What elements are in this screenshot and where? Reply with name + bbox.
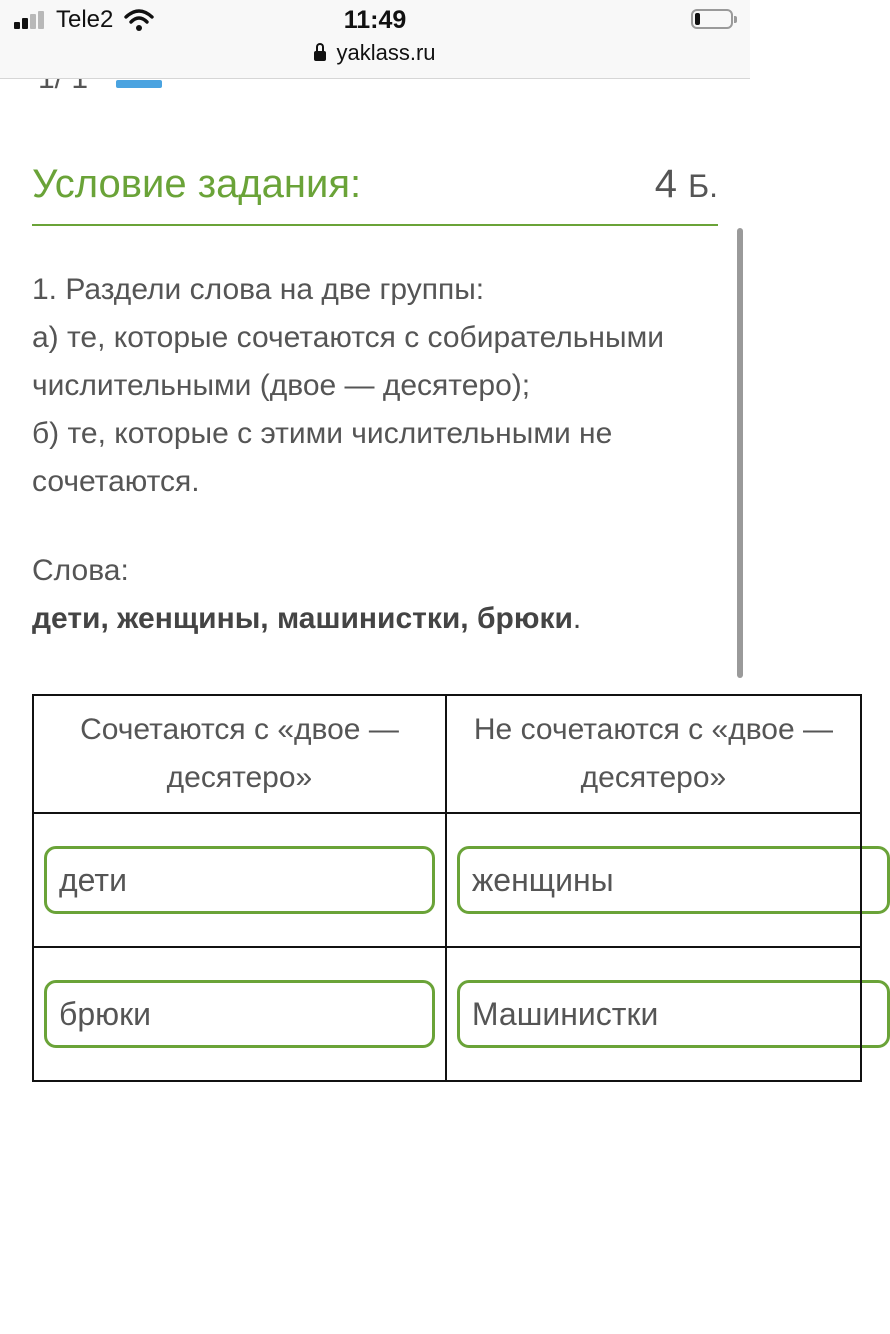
clock: 11:49 xyxy=(343,6,407,34)
progress-indicator xyxy=(116,80,162,88)
words-bold: дети, женщины, машинистки, брюки xyxy=(32,602,573,635)
words-period: . xyxy=(572,602,582,635)
status-bar xyxy=(0,0,750,79)
column-header-combines: Сочетаются с «двое — десятеро» xyxy=(33,695,446,813)
battery-icon xyxy=(691,9,733,29)
table-cell xyxy=(446,947,861,1081)
answer-input[interactable]: Машинистки xyxy=(457,980,890,1048)
table-cell xyxy=(446,813,861,947)
table-cell xyxy=(33,947,446,1081)
words-list xyxy=(32,602,581,636)
words-label: Слова: xyxy=(32,554,129,587)
answer-table xyxy=(32,694,833,1082)
table-cell xyxy=(33,813,446,947)
url-text: yaklass.ru xyxy=(336,40,436,65)
instruction-line: а) те, которые сочетаются с собирательными числительными (двое — десятеро); xyxy=(32,321,664,402)
table-header-row xyxy=(33,695,861,813)
instruction-line: б) те, которые с этими числительными не сочетаются. xyxy=(32,417,613,498)
carrier-name: Tele2 xyxy=(56,6,114,33)
answer-input[interactable]: женщины xyxy=(457,846,890,914)
scrollbar[interactable] xyxy=(737,228,743,678)
instruction-line: 1. Раздели слова на две группы: xyxy=(32,273,485,306)
lock-icon xyxy=(314,51,326,61)
address-bar[interactable] xyxy=(0,40,750,66)
points-value: 4 xyxy=(654,162,677,206)
table-row xyxy=(33,947,861,1081)
answer-input[interactable]: дети xyxy=(44,846,435,914)
column-header-not-combines: Не сочетаются с «двое — десятеро» xyxy=(446,695,861,813)
task-header xyxy=(32,160,718,226)
task-title: Условие задания: xyxy=(32,162,362,206)
task-instructions xyxy=(32,266,722,506)
table-row xyxy=(33,813,861,947)
answer-input[interactable]: брюки xyxy=(44,980,435,1048)
task-points xyxy=(655,162,718,207)
points-unit: Б. xyxy=(688,168,718,204)
